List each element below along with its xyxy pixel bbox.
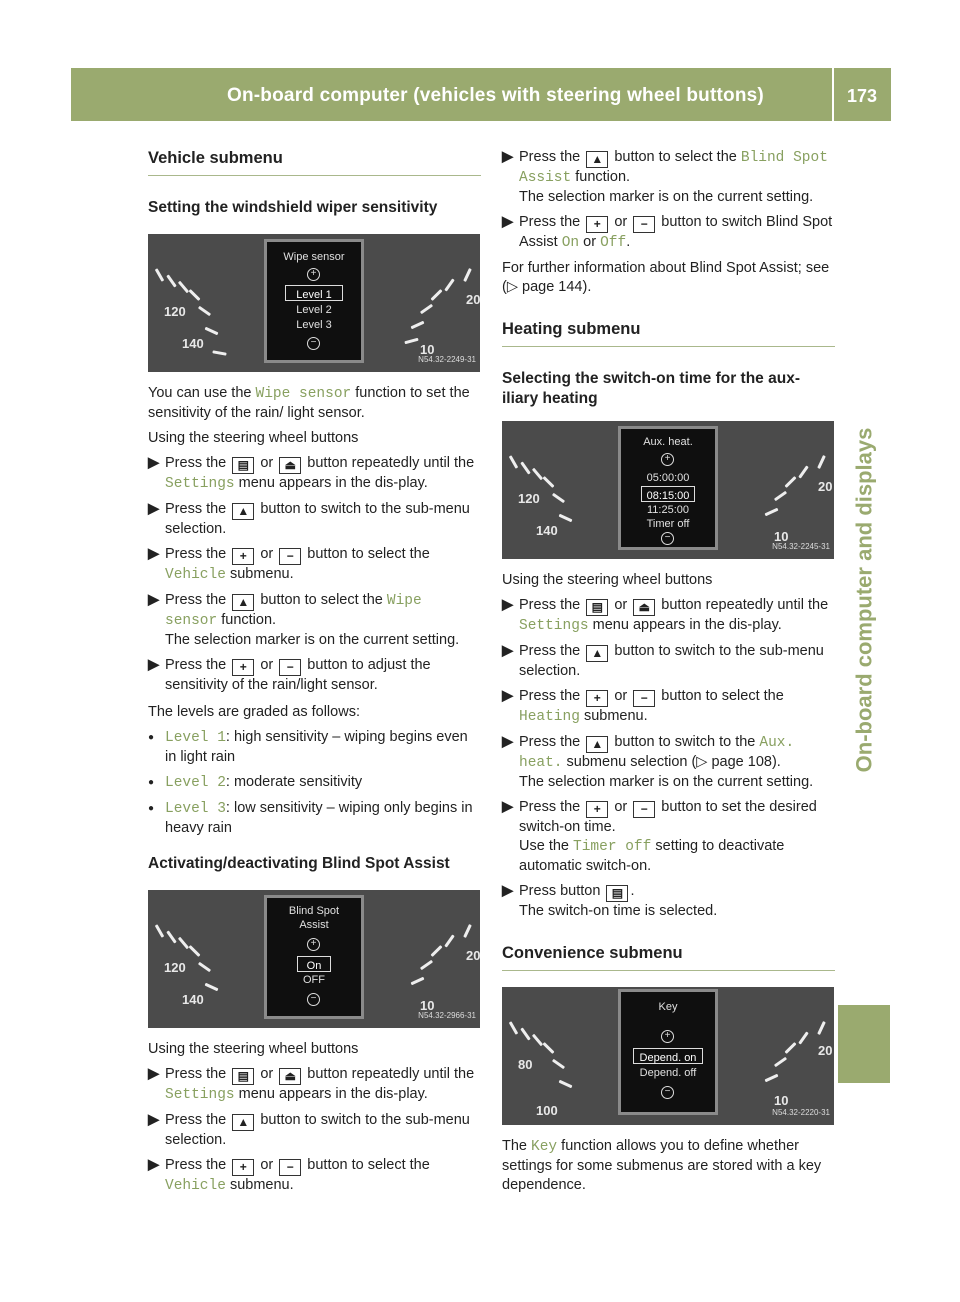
wiper-step-4: ▶ Press the ▲ button to select the Wipe sensor function. The selection marker is on the current setting. (148, 592, 460, 648)
heating-step-6: ▶ Press button ▤ . The switch-on time is selected. (502, 883, 718, 919)
level-1-item: ● Level 1: high sensitivity – wiping begins even in light rain (148, 729, 468, 765)
heating-step-1: ▶ Press the ▤ or ⏏ button repeatedly until the Settings menu appears in the dis-play. (502, 597, 829, 634)
screen-panel: Aux. heat. + 05:00:00 08:15:00 11:25:00 Timer off − (618, 426, 718, 550)
header-title: On-board computer (vehicles with steering wheel buttons) (227, 85, 764, 106)
bsa-info: For further information about Blind Spot Assist; see (▷ page 144). (502, 260, 830, 295)
level-3-item: ● Level 3: low sensitivity – wiping only begins in heavy rain (148, 800, 473, 836)
up-button-icon: ▲ (586, 151, 608, 168)
blind-spot-display-image: 120 140 Blind Spot Assist + On OFF − 20 10 N54.32-2966-31 (148, 890, 480, 1028)
up-button-icon: ▲ (586, 645, 608, 662)
subheading-heating: Selecting the switch-on time for the aux-iliary heating (502, 370, 800, 407)
plus-button-icon: + (586, 216, 608, 233)
plus-button-icon: + (232, 1159, 254, 1176)
side-section-label: On-board computer and displays (851, 427, 877, 773)
bsa-step-5: ▶ Press the + or − button to switch Blind Spot Assist On or Off. (502, 214, 833, 251)
up-button-icon: ▲ (232, 1114, 254, 1131)
plus-button-icon: + (232, 659, 254, 676)
back-button-icon: ⏏ (279, 1068, 301, 1085)
bsa-using: Using the steering wheel buttons (148, 1041, 359, 1057)
section-heading-convenience: Convenience submenu (502, 943, 835, 971)
up-button-icon: ▲ (586, 736, 608, 753)
heating-step-4: ▶ Press the ▲ button to switch to the Aux. heat. submenu selection (▷ page 108). The selection marker is on the current setting. (502, 734, 814, 790)
screen-panel: Blind Spot Assist + On OFF − (264, 895, 364, 1019)
wiper-step-2: ▶ Press the ▲ button to switch to the sub-menu selection. (148, 501, 470, 537)
menu-button-icon: ▤ (606, 885, 628, 902)
key-dependence-display-image: 80 100 Key + Depend. on Depend. off − 20 10 N54.32-2220-31 (502, 987, 834, 1125)
back-button-icon: ⏏ (633, 599, 655, 616)
wiper-using: Using the steering wheel buttons (148, 430, 359, 446)
heating-using: Using the steering wheel buttons (502, 572, 713, 588)
heating-step-5: ▶ Press the + or − button to set the desired switch-on time. Use the Timer off setting to deactivate automatic switch-on. (502, 799, 817, 874)
screen-panel: Key + Depend. on Depend. off − (618, 989, 718, 1115)
plus-button-icon: + (586, 801, 608, 818)
convenience-text: The Key function allows you to define whether settings for some submenus are stored with a key dependence. (502, 1138, 822, 1193)
section-heading-heating: Heating submenu (502, 319, 835, 347)
menu-button-icon: ▤ (586, 599, 608, 616)
side-thumb-tab (838, 1005, 890, 1083)
left-column (148, 148, 481, 1196)
minus-button-icon: − (633, 690, 655, 707)
screen-panel: Wipe sensor + Level 1 Level 2 Level 3 − (264, 239, 364, 363)
menu-button-icon: ▤ (232, 1068, 254, 1085)
level-2-item: ● Level 2: moderate sensitivity (148, 774, 363, 791)
aux-heat-display-image: 120 140 Aux. heat. + 05:00:00 08:15:00 11:25:00 Timer off − 20 10 N54.32-2245-31 (502, 421, 834, 559)
plus-button-icon: + (586, 690, 608, 707)
heating-step-3: ▶ Press the + or − button to select the Heating submenu. (502, 688, 784, 725)
menu-button-icon: ▤ (232, 457, 254, 474)
up-button-icon: ▲ (232, 503, 254, 520)
section-heading-vehicle: Vehicle submenu (148, 148, 481, 176)
subheading-bsa: Activating/deactivating Blind Spot Assist (148, 855, 450, 872)
minus-button-icon: − (279, 1159, 301, 1176)
minus-button-icon: − (279, 659, 301, 676)
up-button-icon: ▲ (232, 594, 254, 611)
bsa-step-4: ▶ Press the ▲ button to select the Blind Spot Assist function. The selection marker is on the current setting. (502, 149, 828, 205)
back-button-icon: ⏏ (279, 457, 301, 474)
subheading-wiper: Setting the windshield wiper sensitivity (148, 199, 438, 216)
bsa-step-2: ▶ Press the ▲ button to switch to the sub-menu selection. (148, 1112, 470, 1148)
bsa-step-3: ▶ Press the + or − button to select the Vehicle submenu. (148, 1157, 430, 1194)
page-number: 173 (847, 86, 878, 106)
levels-intro: The levels are graded as follows: (148, 704, 360, 720)
minus-button-icon: − (633, 801, 655, 818)
minus-button-icon: − (279, 548, 301, 565)
minus-button-icon: − (633, 216, 655, 233)
wiper-step-3: ▶ Press the + or − button to select the Vehicle submenu. (148, 546, 430, 583)
wiper-step-5: ▶ Press the + or − button to adjust the sensitivity of the rain/light sensor. (148, 657, 431, 693)
bsa-step-1: ▶ Press the ▤ or ⏏ button repeatedly until the Settings menu appears in the dis-play. (148, 1066, 475, 1103)
right-column (502, 148, 835, 1195)
wiper-sensor-display-image: 120 140 Wipe sensor + Level 1 Level 2 Level 3 − 20 10 N54.32-2249-31 (148, 234, 480, 372)
plus-button-icon: + (232, 548, 254, 565)
page-header (71, 68, 891, 121)
header-divider (832, 68, 834, 121)
heating-step-2: ▶ Press the ▲ button to switch to the sub-menu selection. (502, 643, 824, 679)
wiper-step-1: ▶ Press the ▤ or ⏏ button repeatedly until the Settings menu appears in the dis-play. (148, 455, 475, 492)
wiper-intro: You can use the Wipe sensor function to set the sensitivity of the rain/ light sensor. (148, 385, 470, 421)
